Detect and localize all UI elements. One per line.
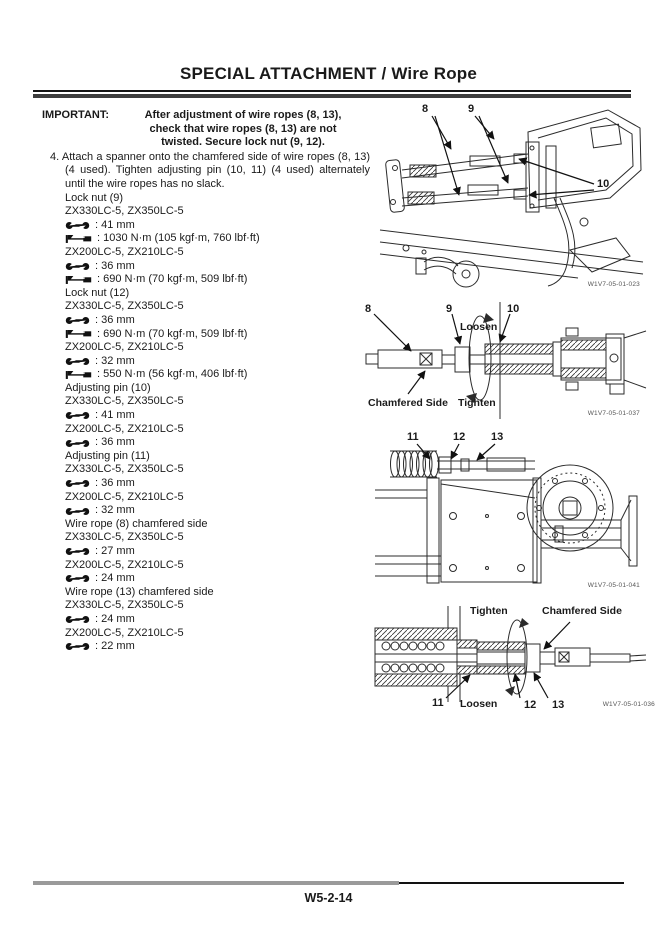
spec-text: Lock nut (9) [65, 191, 124, 204]
spec-text: ZX200LC-5, ZX210LC-5 [65, 422, 184, 435]
spec-line [65, 395, 368, 409]
figure-1-drawing [378, 102, 648, 292]
spec-line [65, 491, 368, 505]
spec-line [65, 640, 368, 654]
wrench-icon [65, 641, 90, 652]
callout-10: 10 [597, 178, 610, 190]
spec-text: ZX200LC-5, ZX210LC-5 [65, 490, 184, 503]
wrench-icon [65, 506, 90, 517]
spec-line [65, 192, 368, 206]
left-column [42, 109, 368, 654]
spec-text: ZX200LC-5, ZX210LC-5 [65, 245, 184, 258]
torque-wrench-icon [65, 329, 92, 339]
spec-line [65, 613, 368, 627]
spec-text: ZX330LC-5, ZX350LC-5 [65, 300, 184, 313]
spec-text: Adjusting pin (10) [65, 381, 151, 394]
figure-2-code: W1V7-05-01-037 [587, 410, 640, 417]
wrench-icon [65, 478, 90, 489]
spec-text: : 41 mm [95, 409, 135, 422]
spec-text: : 22 mm [95, 640, 135, 653]
spec-text: : 690 N·m (70 kgf·m, 509 lbf·ft) [97, 327, 248, 340]
spec-line [65, 599, 368, 613]
spec-line [65, 328, 368, 342]
torque-wrench-icon [65, 275, 92, 285]
callout-10: 10 [507, 303, 520, 315]
spec-text: : 24 mm [95, 572, 135, 585]
spec-text: : 690 N·m (70 kgf·m, 509 lbf·ft) [97, 273, 248, 286]
spec-text: : 36 mm [95, 477, 135, 490]
spec-line [65, 355, 368, 369]
step-4-paragraph [42, 151, 370, 192]
spec-line [65, 341, 368, 355]
spec-line [65, 219, 368, 233]
spec-text: : 36 mm [95, 436, 135, 449]
spec-text: ZX200LC-5, ZX210LC-5 [65, 626, 184, 639]
figure-4-code: W1V7-05-01-036 [602, 701, 655, 708]
spec-text: ZX330LC-5, ZX350LC-5 [65, 395, 184, 408]
important-note [42, 109, 368, 150]
spec-text: : 1030 N·m (105 kgf·m, 760 lbf·ft) [97, 232, 260, 245]
spec-text: Lock nut (12) [65, 286, 130, 299]
spec-line [65, 368, 368, 382]
figure-2-lock-nut-9 [360, 298, 650, 423]
figure-1-wire-rope-overview [378, 102, 648, 292]
figure-4-adjusting-pin-11 [372, 600, 657, 718]
spec-text: : 550 N·m (56 kgf·m, 406 lbf·ft) [97, 368, 248, 381]
spec-text: : 27 mm [95, 545, 135, 557]
spec-text: ZX330LC-5, ZX350LC-5 [65, 205, 184, 218]
spec-text: ZX330LC-5, ZX350LC-5 [65, 531, 184, 544]
figure-3-drawing [375, 428, 645, 593]
wrench-icon [65, 220, 90, 231]
step-number: 4. [50, 150, 60, 163]
callout-13: 13 [552, 699, 565, 711]
spec-line [65, 450, 368, 464]
torque-wrench-icon [65, 234, 92, 244]
callout-13: 13 [491, 431, 504, 443]
spec-text: ZX200LC-5, ZX210LC-5 [65, 341, 184, 354]
loosen-label: Loosen [460, 321, 498, 333]
callout-8: 8 [422, 103, 429, 115]
spec-line [65, 477, 368, 491]
page-title: SPECIAL ATTACHMENT / Wire Rope [179, 64, 478, 83]
wrench-icon [65, 546, 90, 557]
spec-line [65, 300, 368, 314]
figure-3-winch-side-view [375, 428, 645, 593]
spec-text: Wire rope (8) chamfered side [65, 517, 208, 530]
spec-line [65, 504, 368, 518]
spec-line [65, 586, 368, 600]
tighten-label: Tighten [458, 397, 496, 409]
tighten-label: Tighten [470, 605, 508, 617]
spec-line [65, 382, 368, 396]
spec-text: : 41 mm [95, 218, 135, 231]
spec-line [65, 423, 368, 437]
callout-8: 8 [365, 303, 372, 315]
spec-text: : 32 mm [95, 354, 135, 367]
spec-line [65, 273, 368, 287]
wrench-icon [65, 438, 90, 449]
spec-line [65, 409, 368, 423]
spec-list [42, 192, 368, 654]
spec-line [65, 559, 368, 573]
footer-rule [33, 881, 624, 885]
wrench-icon [65, 614, 90, 625]
spec-line [65, 205, 368, 219]
step-text: Attach a spanner onto the chamfered side of wire ropes (8, 13) (4 used). Tighten adjusting pin (10, 11) (4 used) alternately until the wire ropes has no slack. [61, 150, 370, 190]
loosen-label: Loosen [460, 698, 498, 710]
spec-text: Wire rope (13) chamfered side [65, 585, 214, 598]
spec-text: : 24 mm [95, 612, 135, 625]
wrench-icon [65, 315, 90, 326]
callout-9: 9 [446, 303, 453, 315]
spec-line [65, 531, 368, 545]
spec-text: : 32 mm [95, 504, 135, 517]
spec-line [65, 246, 368, 260]
callout-11: 11 [407, 431, 419, 443]
spec-line [65, 232, 368, 246]
chamfered-side-label: Chamfered Side [542, 605, 622, 617]
spec-line [65, 463, 368, 477]
spec-line [65, 545, 368, 559]
important-label: IMPORTANT: [42, 109, 110, 121]
spec-line [65, 260, 368, 274]
wrench-icon [65, 410, 90, 421]
spec-text: : 36 mm [95, 313, 135, 326]
spec-line [65, 627, 368, 641]
wrench-icon [65, 261, 90, 272]
chamfered-side-label: Chamfered Side [368, 397, 448, 409]
spec-line [65, 518, 368, 532]
wrench-icon [65, 573, 90, 584]
callout-12: 12 [524, 699, 537, 711]
spec-text: ZX330LC-5, ZX350LC-5 [65, 599, 184, 612]
figure-1-code: W1V7-05-01-023 [587, 281, 640, 288]
spec-line [65, 314, 368, 328]
spec-line [65, 572, 368, 586]
callout-12: 12 [453, 431, 466, 443]
figure-3-code: W1V7-05-01-041 [587, 582, 640, 589]
important-text: After adjustment of wire ropes (8, 13), check that wire ropes (8, 13) are not twisted. Secure lock nut (9, 12). [144, 109, 342, 149]
spec-text: : 36 mm [95, 259, 135, 272]
spec-text: Adjusting pin (11) [65, 449, 150, 462]
spec-line [65, 287, 368, 301]
torque-wrench-icon [65, 370, 92, 380]
wrench-icon [65, 356, 90, 367]
spec-line [65, 436, 368, 450]
header-rule [33, 90, 631, 98]
spec-text: ZX200LC-5, ZX210LC-5 [65, 558, 184, 571]
spec-text: ZX330LC-5, ZX350LC-5 [65, 463, 184, 476]
callout-9: 9 [468, 103, 475, 115]
page-number: W5-2-14 [304, 891, 353, 905]
callout-11: 11 [432, 697, 444, 709]
